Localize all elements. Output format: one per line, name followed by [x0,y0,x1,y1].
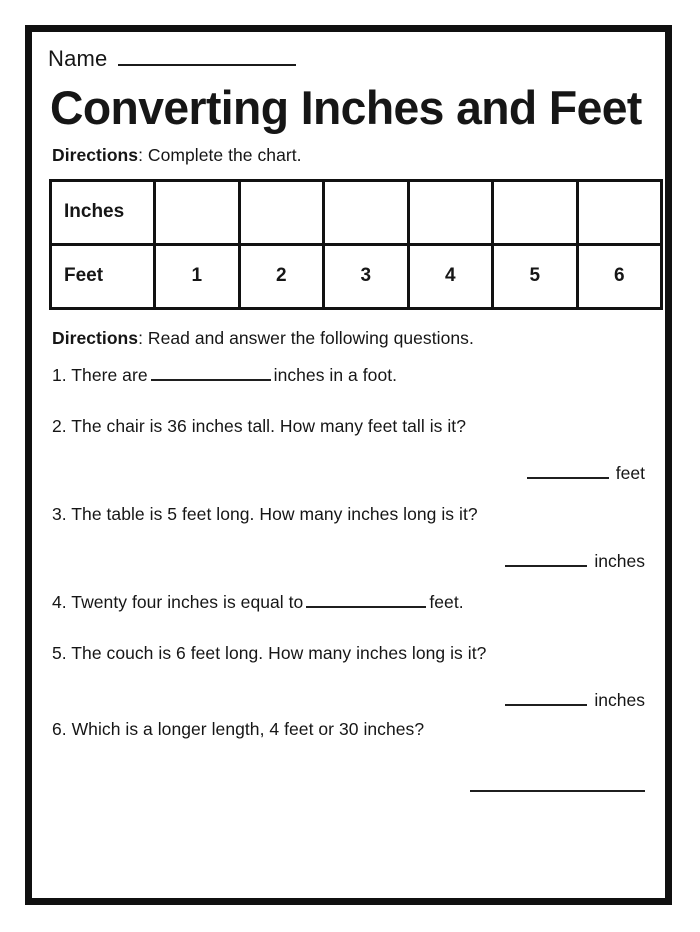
cell-feet-2: 2 [239,244,324,308]
question-1-text-after: inches in a foot. [273,364,398,385]
cell-inches-1[interactable] [155,180,240,244]
question-5 [52,643,651,664]
cell-inches-2[interactable] [239,180,324,244]
question-5-answer-unit: inches [594,689,645,710]
question-4-blank[interactable] [306,592,426,608]
directions-questions-text: : Read and answer the following questions. [138,327,474,348]
question-3-answer-blank[interactable] [505,551,587,567]
question-2-answer-row [52,463,651,484]
cell-inches-4[interactable] [408,180,493,244]
question-3-number: 3. [52,503,67,524]
directions-chart [52,145,651,166]
name-label: Name [48,46,108,71]
question-4 [52,592,651,613]
directions-keyword: Directions [52,144,139,165]
question-3 [52,504,651,525]
question-1-blank[interactable] [151,365,271,381]
question-5-answer-row [52,690,651,711]
question-4-number: 4. [52,591,67,612]
directions-chart-text: : Complete the chart. [138,144,302,165]
question-6-text: Which is a longer length, 4 feet or 30 inches? [66,718,425,739]
question-6-number: 6. [52,718,67,739]
question-1-text-before: There are [66,364,148,385]
cell-inches-3[interactable] [324,180,409,244]
cell-feet-6: 6 [577,244,662,308]
question-4-text-before: Twenty four inches is equal to [66,591,304,612]
conversion-chart-wrap [49,179,651,310]
question-2-answer-unit: feet [615,462,645,483]
name-row [48,46,651,80]
row-header-inches: Inches [51,180,155,244]
question-6-answer-blank[interactable] [470,776,645,792]
question-2-answer-blank[interactable] [527,463,609,479]
question-5-number: 5. [52,642,67,663]
question-3-answer-row [52,551,651,572]
directions-keyword-2: Directions [52,327,139,348]
table-row-feet [51,244,662,308]
table-row-inches [51,180,662,244]
question-1 [52,365,651,386]
cell-feet-1: 1 [155,244,240,308]
question-5-text: The couch is 6 feet long. How many inches long is it? [66,642,487,663]
cell-feet-5: 5 [493,244,578,308]
question-4-text-after: feet. [429,591,464,612]
question-2-text: The chair is 36 inches tall. How many feet tall is it? [66,415,466,436]
name-input-blank[interactable] [118,46,296,66]
question-2 [52,416,651,437]
question-3-text: The table is 5 feet long. How many inches long is it? [66,503,478,524]
directions-questions [52,328,651,349]
cell-inches-5[interactable] [493,180,578,244]
question-6 [52,719,651,740]
worksheet-border-frame [25,25,672,905]
row-header-feet: Feet [51,244,155,308]
question-6-answer-row [52,776,651,792]
worksheet-body [32,32,665,898]
cell-inches-6[interactable] [577,180,662,244]
question-1-number: 1. [52,364,67,385]
cell-feet-3: 3 [324,244,409,308]
cell-feet-4: 4 [408,244,493,308]
question-2-number: 2. [52,415,67,436]
question-3-answer-unit: inches [594,550,645,571]
question-5-answer-blank[interactable] [505,690,587,706]
questions-section [52,328,651,792]
conversion-chart-table [49,179,663,310]
page-title: Converting Inches and Feet [50,81,642,134]
